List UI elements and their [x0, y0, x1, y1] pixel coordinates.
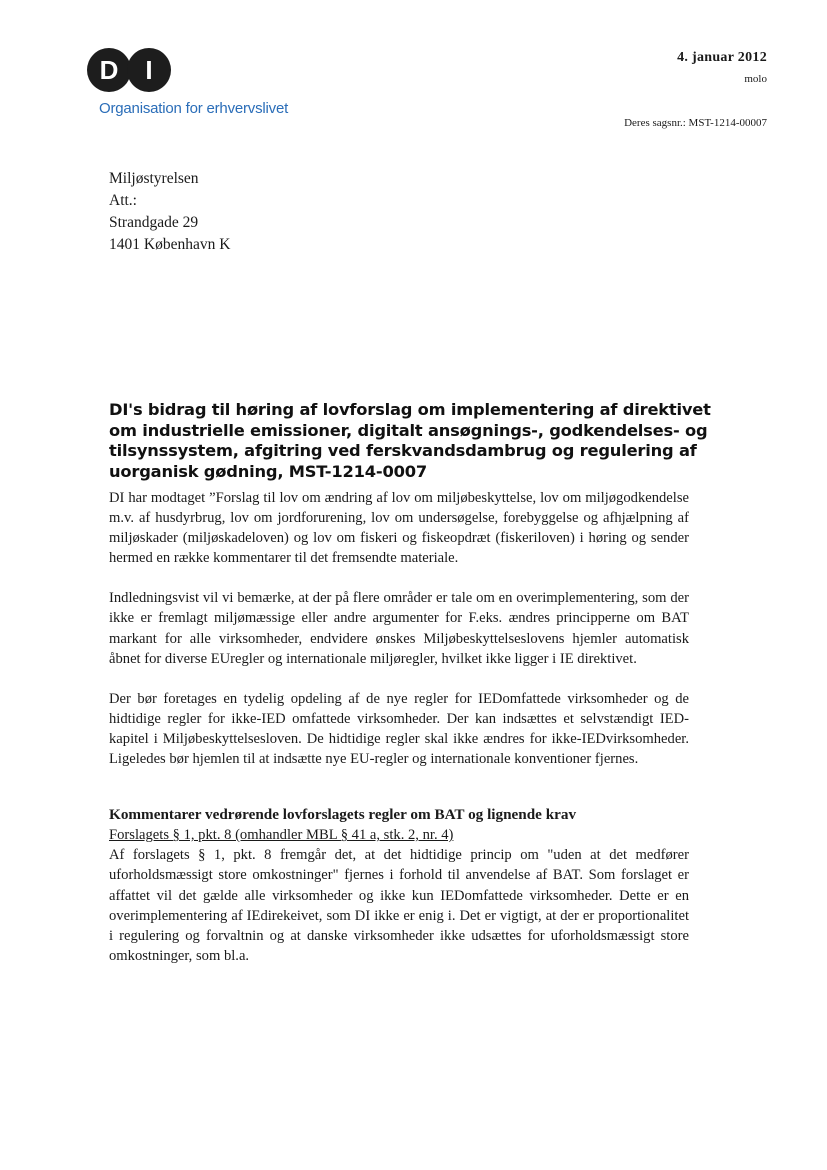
logo-circle-d: D — [87, 48, 131, 92]
body-paragraph: Der bør foretages en tydelig opdeling af de nye regler for IEDomfattede virksomheder og de hidtidige regler for ikke-IED omfattede virksomheder. Der kan indsættes et selvstændigt IED-kapitel i Miljøbeskyttelsesloven. De hidtidige regler skal ikke ændres for ikke-IEDvirksomheder. Ligeledes bør hjemlen til at indsætte nye EU-regler og internationale konventioner fjernes. — [109, 690, 689, 768]
letter-body — [109, 488, 689, 966]
section-subheading: Forslagets § 1, pkt. 8 (omhandler MBL § 41 a, stk. 2, nr. 4) — [109, 827, 454, 844]
section-heading: Kommentarer vedrørende lovforslagets regler om BAT og lignende krav — [109, 806, 577, 824]
address-line: Strandgade 29 — [109, 214, 199, 231]
reference-number: Deres sagsnr.: MST-1214-00007 — [624, 117, 767, 129]
body-paragraph: Indledningsvist vil vi bemærke, at der på flere områder er tale om en overimplementering, som der ikke er fremlagt miljømæssige eller andre argumenter for F.eks. ændres principperne om BAT markant for alle virksomheder, endvidere ønskes Miljøbeskyttelseslovens hjemler automatisk åbnet for diverse EUregler og internationale miljøregler, hvilket ikke ligger i IE direktivet. — [109, 590, 689, 667]
logo-circle-i: I — [127, 48, 171, 92]
section-text: Af forslagets § 1, pkt. 8 fremgår det, at det hidtidige princip om "uden at det medfører uforholdsmæssigt store omkostninger" fjernes i forhold til anvendelse af BAT. Som forslaget er affattet vil det gælde alle virksomheder og ikke kun IEDomfattede virksomheder. Dette er en overimplementering af IEdirekeivet, som DI ikke er enig i. Det er vigtigt, at der er proportionalitet i regulering og forvaltnin og at danske virksomheder ikke udsættes for uforholdsmæssigt store omkostninger, som bl.a. — [109, 847, 689, 964]
logo-mark — [87, 48, 177, 94]
sender-initials: molo — [744, 73, 767, 85]
di-logo — [87, 48, 289, 117]
address-line: 1401 København K — [109, 236, 231, 253]
body-paragraph: DI har modtaget ”Forslag til lov om ændring af lov om miljøbeskyttelse, lov om miljøgodkendelse m.v. af husdyrbrug, lov om jordforurening, lov om undersøgelse, forebyggelse og afhjælpning af miljøskader (miljøskadeloven) og lov om fiskeri og fiskeopdræt (fiskeriloven) i høring og sender hermed en række kommentarer til det fremsendte materiale. — [109, 490, 689, 567]
address-line: Miljøstyrelsen — [109, 170, 199, 187]
letter-date: 4. januar 2012 — [677, 50, 767, 65]
address-line: Att.: — [109, 192, 137, 209]
letter-subject: DI's bidrag til høring af lovforslag om implementering af direktivet om industrielle emissioner, digitalt ansøgnings-, godkendelses- og tilsynssystem, afgitring ved ferskvandsdambrug og regulering af uorganisk gødning, MST-1214-0007 — [109, 400, 711, 481]
logo-tagline: Organisation for erhvervslivet — [99, 100, 289, 117]
recipient-address — [109, 168, 230, 256]
